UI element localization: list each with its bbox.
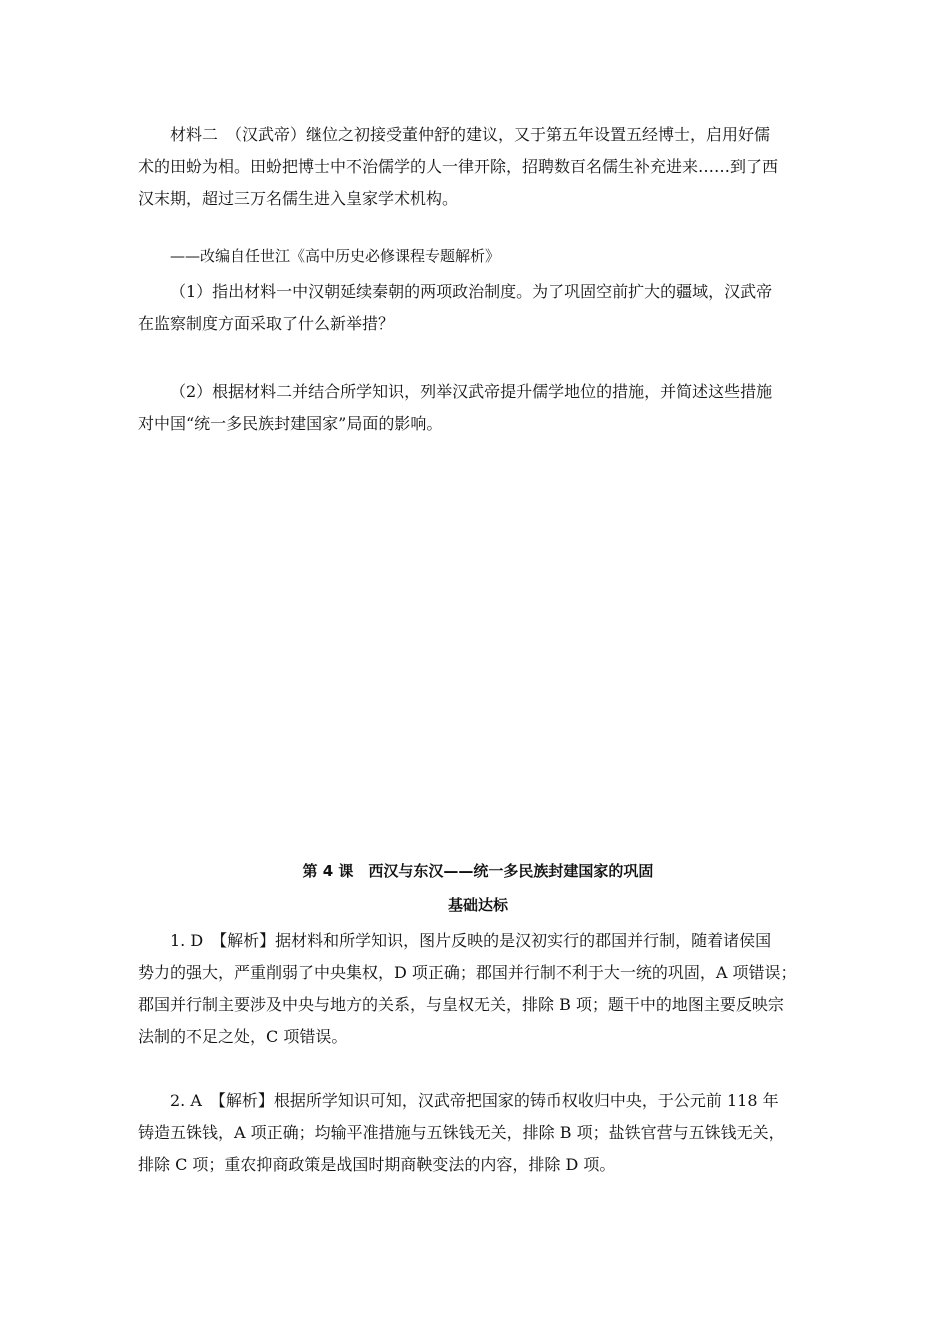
text-line: 法制的不足之处，C 项错误。 [138, 1027, 348, 1046]
question-two [138, 376, 818, 440]
section-heading: 基础达标 [447, 896, 508, 914]
text-line: 在监察制度方面采取了什么新举措？ [138, 314, 395, 333]
material-two-paragraph [138, 119, 818, 215]
answer-two [138, 1085, 818, 1181]
text-line: 铸造五铢钱，A 项正确；均输平准措施与五铢钱无关，排除 B 项；盐铁官营与五铢钱无关， [138, 1123, 785, 1142]
text-line: 1. D 【解析】据材料和所学知识，图片反映的是汉初实行的郡国并行制，随着诸侯国 [170, 931, 772, 950]
text-line: （1）指出材料一中汉朝延续秦朝的两项政治制度。为了巩固空前扩大的疆域，汉武帝 [170, 282, 773, 301]
question-one [138, 276, 818, 340]
text-line: 术的田蚡为相。田蚡把博士中不治儒学的人一律开除，招聘数百名儒生补充进来……到了西 [138, 157, 779, 176]
text-line: （2）根据材料二并结合所学知识，列举汉武帝提升儒学地位的措施，并简述这些措施 [170, 382, 773, 401]
material-source-citation: ——改编自任世江《高中历史必修课程专题解析》 [170, 247, 501, 265]
text-line: 汉末期，超过三万名儒生进入皇家学术机构。 [138, 189, 459, 208]
answer-one [138, 925, 818, 1053]
text-line: 2. A 【解析】根据所学知识可知，汉武帝把国家的铸币权收归中央，于公元前 118 年 [170, 1091, 779, 1110]
text-line: 材料二 （汉武帝）继位之初接受董仲舒的建议，又于第五年设置五经博士，启用好儒 [170, 125, 771, 144]
text-line: 势力的强大，严重削弱了中央集权，D 项正确；郡国并行制不利于大一统的巩固，A 项错误； [138, 963, 797, 982]
text-line: 排除 C 项；重农抑商政策是战国时期商鞅变法的内容，排除 D 项。 [138, 1155, 616, 1174]
text-line: 郡国并行制主要涉及中央与地方的关系，与皇权无关，排除 B 项；题干中的地图主要反映宗 [138, 995, 784, 1014]
lesson-title: 第 4 课 西汉与东汉——统一多民族封建国家的巩固 [302, 862, 654, 880]
text-line: 对中国“统一多民族封建国家”局面的影响。 [138, 414, 443, 433]
